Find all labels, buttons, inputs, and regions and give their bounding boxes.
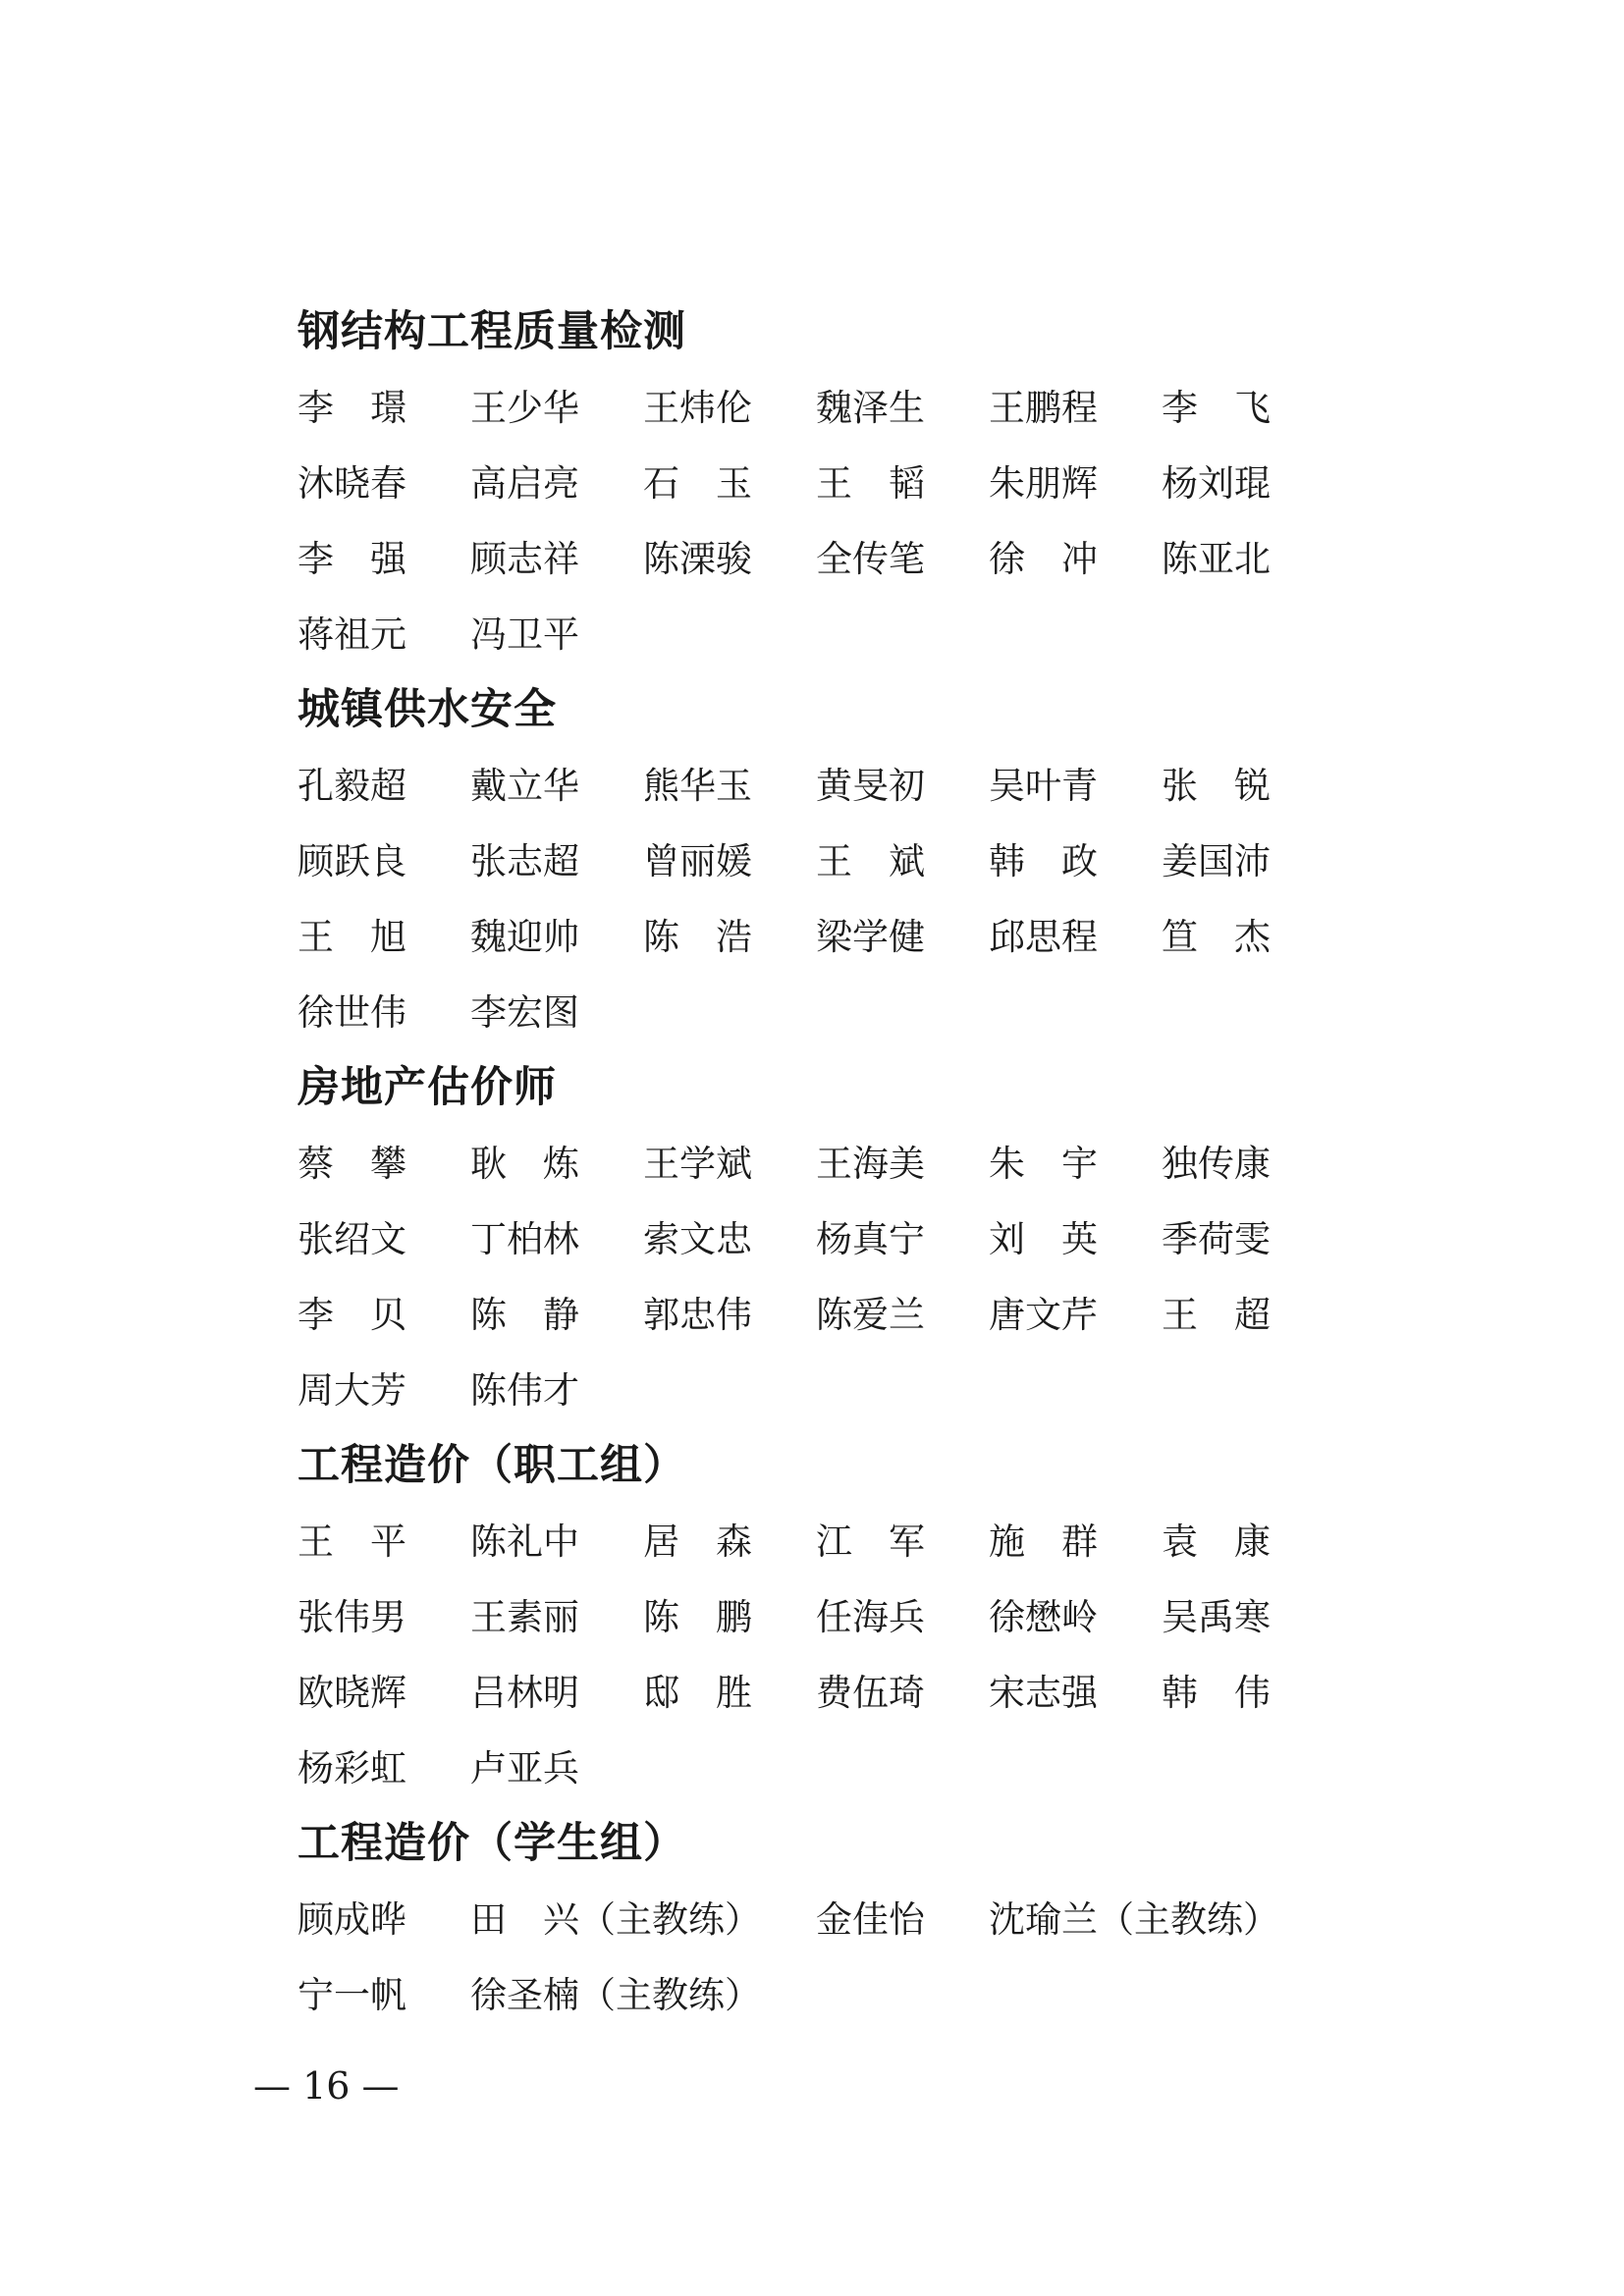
person-name: 魏泽生 [816,387,925,429]
name-row [298,1277,1378,1353]
name-row [298,1504,1378,1579]
name-row [298,1731,1378,1806]
person-name: 王 旭 [298,916,406,958]
person-name: 吕林明 [470,1672,579,1714]
person-name: 陈 静 [470,1294,579,1336]
person-name: 陈 鹏 [643,1596,752,1638]
person-name: 王 斌 [816,840,925,882]
person-name: 金佳怡 [816,1898,925,1941]
person-name: 费伍琦 [816,1672,925,1714]
person-name: 姜国沛 [1162,840,1271,882]
person-name: 杨刘琨 [1162,462,1271,505]
person-name: 田 兴（主教练） [470,1898,761,1941]
person-name: 王素丽 [470,1596,579,1638]
name-row [298,1655,1378,1731]
person-name: 袁 康 [1162,1521,1271,1563]
person-name: 张 锐 [1162,765,1271,807]
name-row [298,975,1378,1050]
person-name: 李 璟 [298,387,406,429]
person-name: 李 强 [298,538,406,580]
person-name: 王 超 [1162,1294,1271,1336]
person-name: 熊华玉 [643,765,752,807]
award-section [298,672,1378,1050]
person-name: 王少华 [470,387,579,429]
person-name: 陈亚北 [1162,538,1271,580]
document-body [298,294,1378,2033]
name-row [298,597,1378,672]
person-name: 陈爱兰 [816,1294,925,1336]
section-title: 房地产估价师 [298,1063,557,1112]
person-name: 刘 英 [989,1218,1098,1260]
person-name: 吴叶青 [989,765,1098,807]
name-row [298,446,1378,521]
person-name: 江 军 [816,1521,925,1563]
person-name: 陈 浩 [643,916,752,958]
person-name: 欧晓辉 [298,1672,406,1714]
person-name: 孔毅超 [298,765,406,807]
person-name: 王炜伦 [643,387,752,429]
name-row [298,370,1378,446]
award-section [298,1806,1378,2033]
person-name: 吴禹寒 [1162,1596,1271,1638]
name-row [298,748,1378,824]
person-name: 李 贝 [298,1294,406,1336]
person-name: 任海兵 [816,1596,925,1638]
person-name: 朱 宇 [989,1143,1098,1185]
person-name: 徐圣楠（主教练） [470,1974,761,2016]
name-row [298,1353,1378,1428]
person-name: 全传笔 [816,538,925,580]
person-name: 梁学健 [816,916,925,958]
person-name: 施 群 [989,1521,1098,1563]
person-name: 笪 杰 [1162,916,1271,958]
person-name: 索文忠 [643,1218,752,1260]
person-name: 居 森 [643,1521,752,1563]
section-title: 城镇供水安全 [298,685,557,734]
person-name: 独传康 [1162,1143,1271,1185]
person-name: 徐懋岭 [989,1596,1098,1638]
person-name: 张绍文 [298,1218,406,1260]
person-name: 陈溧骏 [643,538,752,580]
person-name: 宁一帆 [298,1974,406,2016]
person-name: 顾成晔 [298,1898,406,1941]
person-name: 季荷雯 [1162,1218,1271,1260]
person-name: 邱思程 [989,916,1098,958]
section-title: 工程造价（职工组） [298,1441,686,1490]
person-name: 韩 政 [989,840,1098,882]
person-name: 张伟男 [298,1596,406,1638]
name-row [298,1957,1378,2033]
name-row [298,1201,1378,1277]
person-name: 蔡 攀 [298,1143,406,1185]
person-name: 王学斌 [643,1143,752,1185]
person-name: 李 飞 [1162,387,1271,429]
person-name: 沈瑜兰（主教练） [989,1898,1279,1941]
person-name: 沐晓春 [298,462,406,505]
person-name: 卢亚兵 [470,1747,579,1789]
person-name: 王鹏程 [989,387,1098,429]
person-name: 张志超 [470,840,579,882]
person-name: 戴立华 [470,765,579,807]
name-row [298,1579,1378,1655]
person-name: 朱朋辉 [989,462,1098,505]
person-name: 黄旻初 [816,765,925,807]
name-row [298,899,1378,975]
award-section [298,1050,1378,1428]
person-name: 魏迎帅 [470,916,579,958]
person-name: 郭忠伟 [643,1294,752,1336]
person-name: 李宏图 [470,991,579,1034]
person-name: 石 玉 [643,462,752,505]
person-name: 王海美 [816,1143,925,1185]
person-name: 周大芳 [298,1369,406,1412]
person-name: 丁柏林 [470,1218,579,1260]
award-section [298,1428,1378,1806]
person-name: 杨彩虹 [298,1747,406,1789]
person-name: 徐 冲 [989,538,1098,580]
person-name: 耿 炼 [470,1143,579,1185]
person-name: 唐文芹 [989,1294,1098,1336]
section-title: 工程造价（学生组） [298,1819,686,1868]
person-name: 冯卫平 [470,614,579,656]
person-name: 高启亮 [470,462,579,505]
person-name: 王 韬 [816,462,925,505]
award-section [298,294,1378,672]
person-name: 杨真宁 [816,1218,925,1260]
person-name: 宋志强 [989,1672,1098,1714]
person-name: 陈伟才 [470,1369,579,1412]
person-name: 蒋祖元 [298,614,406,656]
section-title: 钢结构工程质量检测 [298,307,686,356]
person-name: 顾跃良 [298,840,406,882]
person-name: 邸 胜 [643,1672,752,1714]
person-name: 王 平 [298,1521,406,1563]
person-name: 韩 伟 [1162,1672,1271,1714]
name-row [298,1126,1378,1201]
person-name: 顾志祥 [470,538,579,580]
person-name: 曾丽媛 [643,840,752,882]
name-row [298,521,1378,597]
page-number: — 16 — [253,2064,400,2108]
name-row [298,1882,1378,1957]
person-name: 陈礼中 [470,1521,579,1563]
name-row [298,824,1378,899]
person-name: 徐世伟 [298,991,406,1034]
